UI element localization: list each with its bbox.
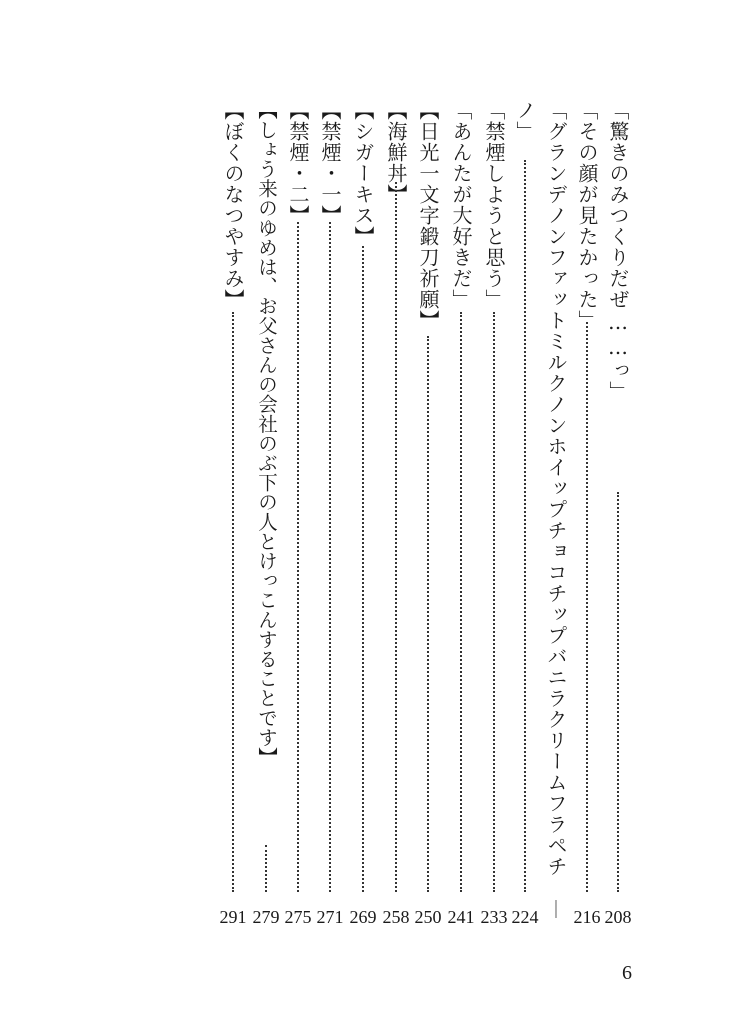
toc-entry-title: 「禁煙しようと思う」 — [482, 100, 506, 310]
toc-page-number: 275 — [284, 907, 312, 927]
dot-leader — [493, 312, 495, 892]
toc-entry-title: 「その顔が見たかった」 — [575, 100, 599, 331]
toc-entry-title: 「グランデノンファットミルクノンホイップチョコチップバニラクリームフラペチ — [544, 100, 568, 877]
toc-entry-title: 「驚きのみつくりだぜ……っ」 — [606, 100, 630, 402]
toc-entry-title: 【シガーキス】 — [351, 100, 375, 247]
dot-leader — [460, 312, 462, 892]
toc-page-number: 208 — [604, 907, 632, 927]
dot-leader — [395, 182, 397, 892]
toc-page-number: 233 — [480, 907, 508, 927]
toc-page-number: 271 — [316, 907, 344, 927]
dot-leader — [232, 312, 234, 892]
toc-page-number: 269 — [349, 907, 377, 927]
toc-page-number: 241 — [447, 907, 475, 927]
toc-page-number: 291 — [219, 907, 247, 927]
dot-leader — [297, 222, 299, 892]
dot-leader — [362, 246, 364, 892]
toc-page-number: 258 — [382, 907, 410, 927]
toc-page-number-dash: ｜ — [547, 900, 565, 920]
toc-page-number: 279 — [252, 907, 280, 927]
toc-page-number: 224 — [511, 907, 539, 927]
toc-page-number: 250 — [414, 907, 442, 927]
dot-leader — [265, 845, 267, 892]
toc-entry-title: 【禁煙・一】 — [318, 100, 342, 226]
toc-entry-title: 【ぼくのなつやすみ】 — [221, 100, 245, 310]
toc-entry-title: 【日光一文字鍛刀祈願】 — [416, 100, 440, 331]
toc-entry-title: 【禁煙・二】 — [286, 100, 310, 226]
dot-leader — [524, 160, 526, 892]
toc-entry-title-continued: ノ」 — [513, 100, 537, 142]
dot-leader — [617, 492, 619, 892]
dot-leader — [329, 222, 331, 892]
toc-entry-title: 【海鮮丼】 — [384, 100, 408, 205]
dot-leader — [586, 322, 588, 892]
toc-entry-title: 「あんたが大好きだ」 — [449, 100, 473, 310]
dot-leader — [427, 336, 429, 892]
page-folio-number: 6 — [622, 962, 632, 984]
toc-page-number: 216 — [573, 907, 601, 927]
toc-entry-title: 【しょう来のゆめは、お父さんの会社のぶ下の人とけっこんすることです】 — [255, 100, 278, 767]
